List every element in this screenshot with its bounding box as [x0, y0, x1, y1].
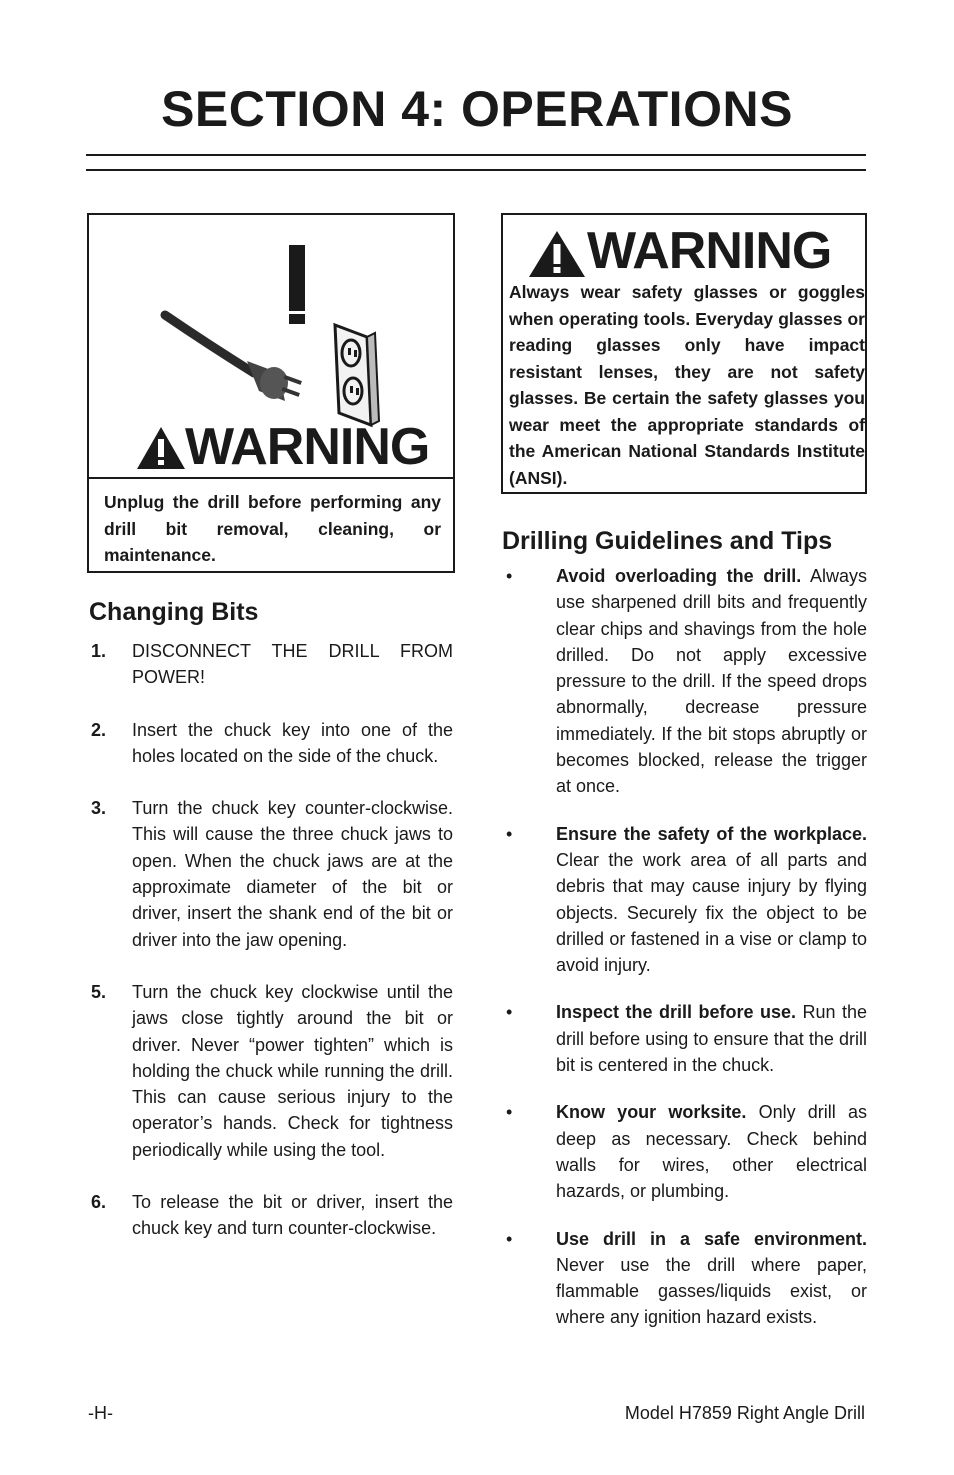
list-item: • Know your worksite. Only drill as deep as necessary. Check behind walls for wires, other electrical hazards, or plumbing.	[506, 1102, 867, 1202]
list-item: 3. Turn the chuck key counter-clockwise. This will cause the three chuck jaws to open. When the chuck jaws are at the approximate diameter of the bit or driver, insert the shank end of the bit or driver into the jaw opening.	[91, 798, 453, 950]
model-name: Model H7859 Right Angle Drill	[624, 1403, 865, 1423]
list-item: • Ensure the safety of the workplace. Clear the work area of all parts and debris that may cause injury by flying objects. Securely fix the object to be drilled or fastened in a vise or clamp to avoid injury.	[506, 823, 867, 976]
drilling-guidelines-heading: Drilling Guidelines and Tips	[502, 527, 833, 555]
safety-glasses-warning-text: Always wear safety glasses or goggles when operating tools. Everyday glasses or reading glasses only have impact resistant lenses, they are not safety glasses. Be certain the safety glasses you wear meet the appropriate standards of the American National Standards Institute (ANSI).	[509, 282, 865, 488]
unplug-warning-text: Unplug the drill before performing any drill bit removal, cleaning, or maintenance.	[104, 492, 441, 565]
list-item: • Avoid overloading the drill. Always use sharpened drill bits and frequently clear chips and shavings from the hole drilled. Do not apply excessive pressure to the drill. If the speed drops abnormally, decrease pressure immediately. If the bit stops abruptly or becomes blocked, release the trigger at once.	[506, 566, 867, 797]
changing-bits-heading: Changing Bits	[89, 598, 259, 626]
page-number: -H-	[88, 1403, 113, 1423]
unplug-warning-box	[87, 213, 455, 573]
title-rule-top	[86, 154, 866, 156]
list-item: • Inspect the drill before use. Run the drill before using to ensure that the drill bit is centered in the chuck.	[506, 1002, 867, 1076]
drilling-tips-list	[502, 563, 867, 1352]
list-item: 5. Turn the chuck key clockwise until the jaws close tightly around the bit or driver. Never “power tighten” which is holding the chuck while running the drill. This can cause serious injury to the operator’s hands. Check for tightness periodically while using the tool.	[91, 981, 453, 1160]
list-item: • Use drill in a safe environment. Never use the drill where paper, flammable gasses/liquids exist, or where any ignition hazard exists.	[506, 1228, 867, 1328]
warning-divider	[89, 477, 453, 479]
page-title: SECTION 4: OPERATIONS	[161, 81, 793, 137]
plug-and-outlet-illustration	[89, 215, 453, 477]
warning-heading-right: WARNING	[527, 223, 847, 279]
warning-heading-left: WARNING	[135, 419, 455, 475]
list-item: 6. To release the bit or driver, insert the chuck key and turn counter-clockwise.	[91, 1192, 453, 1239]
safety-glasses-warning-box	[501, 213, 867, 494]
warning-triangle-icon	[527, 229, 587, 279]
list-item: 1. DISCONNECT THE DRILL FROM POWER!	[91, 641, 453, 688]
list-item: 2. Insert the chuck key into one of the holes located on the side of the chuck.	[91, 719, 453, 766]
changing-bits-steps	[89, 638, 453, 1268]
title-rule-bottom	[86, 169, 866, 171]
warning-triangle-icon	[135, 425, 187, 471]
